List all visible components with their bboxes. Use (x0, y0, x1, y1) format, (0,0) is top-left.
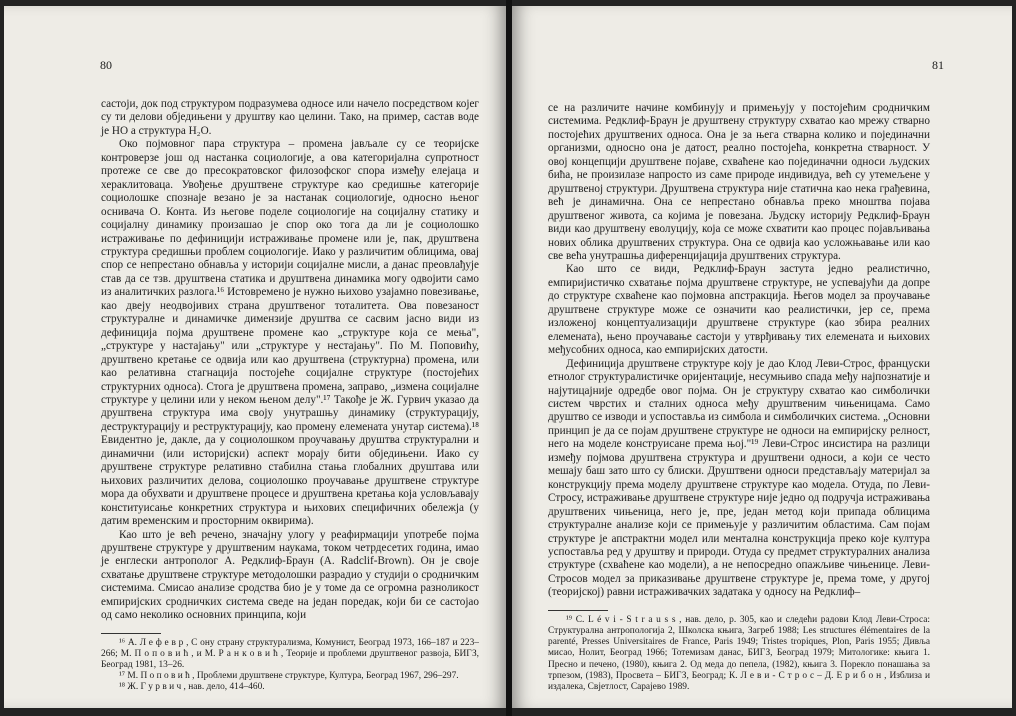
paragraph: Око појмовног пара структура – промена јављале су се теоријске контроверзе још од настанка социологије, а ова категоријална супротност протеже се све до пресократовског филозофског спора између елејаца и хераклитоваца. Увођење друштвене структуре као средишње категорије социолошке спознаје везано је за настанак социологије, односно њеног оснивача О. Конта. Из његове поделе социологије на социјалну статику и социјалну динамику произашао је спор око тога да ли је социолошко истраживање по дефиницији истраживање промене или је, пак, друштвена структура средишњи проблем социологије. Иако у различитим облицима, овај спор се непрестано обнавља у историји социјалне мисли, а данас преовлађује став да се тзв. друштвена статика и друштвена динамика могу одвојити само из аналитичких разлога.¹⁶ Истовремено је нужно њихово узајамно повезивање, као двеју неодвојивих страна друштвеног тоталитета. Ова повезаност структуралне и динамичке димензије друштва се сасвим јасно види из дефиниција појма друштвене промене као „структуре која се мења", „структуре у настајању" или „структуре у нестајању". По М. Поповићу, друштвено кретање се одвија или као друштвена (структурна) промена, или као релативна стагнација постојеће социјалне структуре (постојећих структурних односа). Стога је друштвена промена, заправо, „измена социјалне структуре у целини или у неком њеном делу".¹⁷ Такође је Ж. Гурвич указао да друштвена структура има своју унутрашњу динамику (структурацију, деструктурацију и реструктурацију, као промену елемената унутар система).¹⁸ Евидентно је, дакле, да у социолошком проучавању друштва структурални и динамични (или историјски) аспект морају бити обједињени. Иако су друштвене структуре релативно стабилна стања глобалних друштава или њихових различитих делова, социолошко проучавање друштвене структуре мора да обухвати и друштвене процесе и друштвена кретања која условљавају конституисање конкретних структура и њихових специфичних обележја (у датим временским и просторним оквирима). (101, 138, 479, 528)
page-number: 81 (932, 58, 944, 72)
footnote-rule (101, 633, 161, 634)
page-number: 80 (100, 58, 112, 72)
paragraph: Као што се види, Редклиф-Браун застута једно реалистично, емпиријистичко схватање појма друштвене структуре, не успевајући да допре до структуре схваћене као појмовна апстракција. Његов модел за проучавање друштвене структуре може се означити као реалистички, јер се, према изложеној концептуализацији друштвене структуре (као збира реалних елемената), њено проучавање састоји у утврђивању тих елемената и њихових међусобних односа, као емпиријских датости. (548, 263, 930, 357)
paragraph: Као што је већ речено, значајну улогу у реафирмацији употребе појма друштвене структуре у друштвеним наукама, током четрдесетих година, имао је енглески антрополог А. Редклиф-Браун (A. Radclif-Brown). Он је своје схватање друштвене структуре методолошки разрадио у студији о сродничким системима. Смисао анализе сродства био је у томе да се огромна разноликост емпиријских сродничких система сведе на један поредак, који би се састојао од само неколико основних принципа, који (101, 528, 479, 622)
body-text (548, 102, 930, 693)
paragraph: састоји, док под структуром подразумева односе или начело посредством којег су ти делови обједињени у друштву као целини. Тако, на пример, састав воде је НО а структура H₂O. (101, 98, 479, 137)
footnote-rule (548, 610, 608, 611)
left-page (4, 6, 506, 708)
right-page (512, 6, 1012, 708)
footnote: ¹⁷ М. П о п о в и ћ , Проблеми друштвене структуре, Култура, Београд 1967, 296–297. (119, 671, 459, 682)
paragraph: се на различите начине комбинују и примењују у постојећим сродничким системима. Редклиф-Браун је друштвену структуру схватао као мрежу стварно постојећих друштвених односа. Она је за њега стварна колико и појединачни организми, односно она је датост, реално постојећа, конкретна стварност. У овој концепцији друштвене појаве, схваћене као појединачни односи људских бића, не произилазе напросто из саме природе индивидуа, већ су утемељене у друштвеној структури. Друштвена структура није статична као нека грађевина, већ је динамична. Она се непрестано обнавља преко мноштва појава друштвеног живота, са којима је повезана. Људску историју Редклиф-Браун види као друштвену еволуцију, која се може схватити као процес појављивања нових облика друштвених структура. Она се одвија као усложњавање или као све већа унутрашња диференцијација друштвених структура. (548, 102, 930, 262)
paragraph: Дефиниција друштвене структуре коју је дао Клод Леви-Строс, француски етнолог структуралистичке оријентације, несумњиво спада међу најпознатије и најутицајније одредбе овог појма. Он је структуру схватао као симболички систем чврстих и сталних односа међу друштвеним чињеницама. Само друштво се изводи и успоставља из симбола и симболичких система. „Основни принцип је да се појам друштвене структуре не односи на емпиријску релност, него на моделе конструисане према њој."¹⁹ Леви-Строс инсистира на разлици између појмова друштвена структура и друштвени односи, а који се често мешају баш зато што су блиски. Друштвени односи представљају материјал за конструкцију према моделу друштвене структуре као модела. Отуда, по Леви-Стросу, истраживање друштвене структуре није једно од подручја истраживања друштвених чињеница, него је, пре, један метод који припада облицима структуралне анализе који се примењује у различитим областима. Сам појам структуре је апстрактни модел или ментална конструкција преко које култура успоставља ред у друштву и природи. Отуда су предмет структуралних анализа структуре (схваћене као модели), а не непосредно опажљиве чињенице. Леви-Стросов модел за приказивање друштвене структуре је, према томе, у другој (теоријској) равни истраживачких задатака у односу на Редклиф– (548, 357, 930, 599)
body-text (101, 98, 479, 694)
footnote: ¹⁹ C. L é v i - S t r a u s s , нав. дело, р. 305, као и следећи радови Клод Леви-Строса: Структурална антропологија 2, Школска књига, Загреб 1988; Les structures élémentaires de la parenté, Presses Universitaires de France, Paris 1949; Tristes tropiques, Plon, Paris 1955; Дивља мисао, Нолит, Београд 1966; Тотемизам данас, БИГЗ, Београд 1979; Митологике: књига 1. Пресно и печено, (1980), књига 2. Од меда до пепела, (1982), књига 3. Порекло понашања за трпезом, (1983), Просвета – БИГЗ, Београд; К. Л е в и - С т р о с – Д. Е р и б о н , Изблиза и издалека, Свјетлост, Сарајево 1989. (548, 614, 930, 692)
footnote: ¹⁸ Ж. Г у р в и ч , нав. дело, 414–460. (119, 682, 265, 693)
footnote: ¹⁶ А. Л е ф е в р , С ону страну структурализма, Комунист, Београд 1973, 166–187 и 223–266; М. П о п о в и ћ , и М. Р а н к о в и ћ , Теорије и проблеми друштвеног развоја, БИГЗ, Београд 1981, 13–26. (101, 637, 479, 671)
